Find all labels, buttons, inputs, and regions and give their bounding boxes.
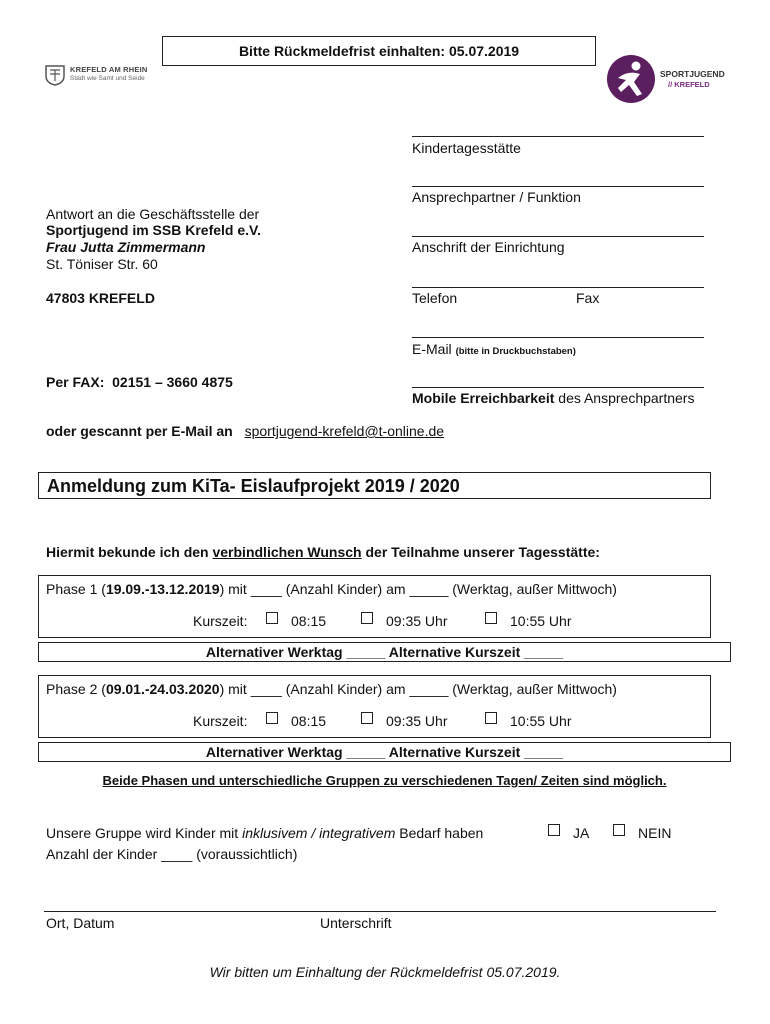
checkbox-ja[interactable]	[548, 824, 560, 836]
phase1-prefix: Phase 1 (	[46, 581, 106, 597]
phase2-checkbox-1055[interactable]	[485, 712, 497, 724]
kita-label: Kindertagesstätte	[412, 140, 521, 156]
inclusive-question	[46, 825, 483, 841]
email-label: E-Mail	[412, 341, 452, 357]
phase2-time-0935: 09:35 Uhr	[386, 713, 448, 729]
email-line[interactable]	[412, 337, 704, 338]
phase2-alternative: Alternativer Werktag _____ Alternative Kurszeit _____	[38, 742, 731, 762]
label-nein: NEIN	[638, 825, 672, 841]
email-row	[46, 423, 444, 439]
phase1-dates: 19.09.-13.12.2019	[105, 581, 220, 597]
logo-right-line1: SPORTJUGEND	[660, 69, 725, 79]
both-phases-note: Beide Phasen und unterschiedliche Gruppen zu verschiedenen Tagen/ Zeiten sind möglich.	[102, 773, 667, 788]
inclusive-part2: Bedarf haben	[395, 825, 484, 841]
recipient-city: 47803 KREFELD	[46, 290, 155, 306]
phone-line[interactable]	[412, 287, 704, 288]
phase1-checkbox-0935[interactable]	[361, 612, 373, 624]
mobile-label-bold: Mobile Erreichbarkeit	[412, 390, 555, 406]
intro-underlined: verbindlichen Wunsch	[212, 544, 362, 560]
email-link[interactable]: sportjugend-krefeld@t-online.de	[244, 423, 445, 439]
logo-right-line2: // KREFELD	[668, 80, 710, 89]
phase2-box	[38, 675, 711, 738]
phase1-suffix: ) mit ____ (Anzahl Kinder) am _____ (Werktag, außer Mittwoch)	[219, 581, 617, 597]
phase2-kurszeit-label: Kurszeit:	[193, 713, 248, 729]
intro-part1: Hiermit bekunde ich den	[46, 544, 213, 560]
checkbox-nein[interactable]	[613, 824, 625, 836]
fax-label: Fax	[576, 290, 600, 306]
phone-label: Telefon	[412, 290, 458, 306]
place-date-label: Ort, Datum	[46, 915, 115, 931]
children-count: Anzahl der Kinder ____ (voraussichtlich)	[46, 846, 298, 862]
signature-label: Unterschrift	[320, 915, 392, 931]
phase1-checkbox-1055[interactable]	[485, 612, 497, 624]
crest-icon	[44, 64, 66, 86]
sportjugend-logo	[606, 54, 736, 104]
phase1-kurszeit-label: Kurszeit:	[193, 613, 248, 629]
email-prefix: oder gescannt per E-Mail an	[46, 423, 233, 439]
logo-left-line1: KREFELD AM RHEIN	[70, 65, 148, 74]
phase2-checkbox-0935[interactable]	[361, 712, 373, 724]
phase1-alternative: Alternativer Werktag _____ Alternative Kurszeit _____	[38, 642, 731, 662]
form-title: Anmeldung zum KiTa- Eislaufprojekt 2019 / 2020	[38, 472, 711, 499]
sportjugend-emblem-icon	[606, 54, 656, 104]
recipient-fax: Per FAX: 02151 – 3660 4875	[46, 374, 233, 390]
intro-part2: der Teilnahme unserer Tagesstätte:	[361, 544, 600, 560]
inclusive-ital: inklusivem / integrativem	[242, 825, 396, 841]
address-label: Anschrift der Einrichtung	[412, 239, 565, 255]
inclusive-part1: Unsere Gruppe wird Kinder mit	[46, 825, 243, 841]
recipient-line3: Frau Jutta Zimmermann	[46, 239, 206, 255]
contact-line[interactable]	[412, 186, 704, 187]
phase1-time-1055: 10:55 Uhr	[510, 613, 572, 629]
deadline-banner: Bitte Rückmeldefrist einhalten: 05.07.2019	[162, 36, 596, 66]
email-note: (bitte in Druckbuchstaben)	[455, 346, 576, 357]
phase2-prefix: Phase 2 (	[46, 681, 106, 697]
krefeld-logo	[44, 62, 164, 88]
phase1-checkbox-0815[interactable]	[266, 612, 278, 624]
phase1-time-0935: 09:35 Uhr	[386, 613, 448, 629]
recipient-line2: Sportjugend im SSB Krefeld e.V.	[46, 222, 261, 238]
phase2-time-0815: 08:15	[291, 713, 327, 729]
phase2-text	[46, 681, 617, 697]
label-ja: JA	[573, 825, 590, 841]
phase1-time-0815: 08:15	[291, 613, 327, 629]
footer-note: Wir bitten um Einhaltung der Rückmeldefrist 05.07.2019.	[209, 964, 561, 980]
recipient-line4: St. Töniser Str. 60	[46, 256, 158, 272]
mobile-line[interactable]	[412, 387, 704, 388]
phase2-dates: 09.01.-24.03.2020	[105, 681, 220, 697]
logo-left-line2: Stadt wie Samt und Seide	[70, 75, 145, 82]
phase1-box	[38, 575, 711, 638]
mobile-label-rest: des Ansprechpartners	[554, 390, 695, 406]
kita-line[interactable]	[412, 136, 704, 137]
intro-text	[46, 544, 600, 560]
phase2-suffix: ) mit ____ (Anzahl Kinder) am _____ (Werktag, außer Mittwoch)	[219, 681, 617, 697]
phase1-text	[46, 581, 617, 597]
signature-line[interactable]	[44, 911, 716, 912]
recipient-line1: Antwort an die Geschäftsstelle der	[46, 206, 260, 222]
email-label-row	[412, 341, 576, 357]
address-line[interactable]	[412, 236, 704, 237]
mobile-label-row	[412, 390, 694, 406]
phase2-time-1055: 10:55 Uhr	[510, 713, 572, 729]
phase2-checkbox-0815[interactable]	[266, 712, 278, 724]
contact-label: Ansprechpartner / Funktion	[412, 189, 581, 205]
